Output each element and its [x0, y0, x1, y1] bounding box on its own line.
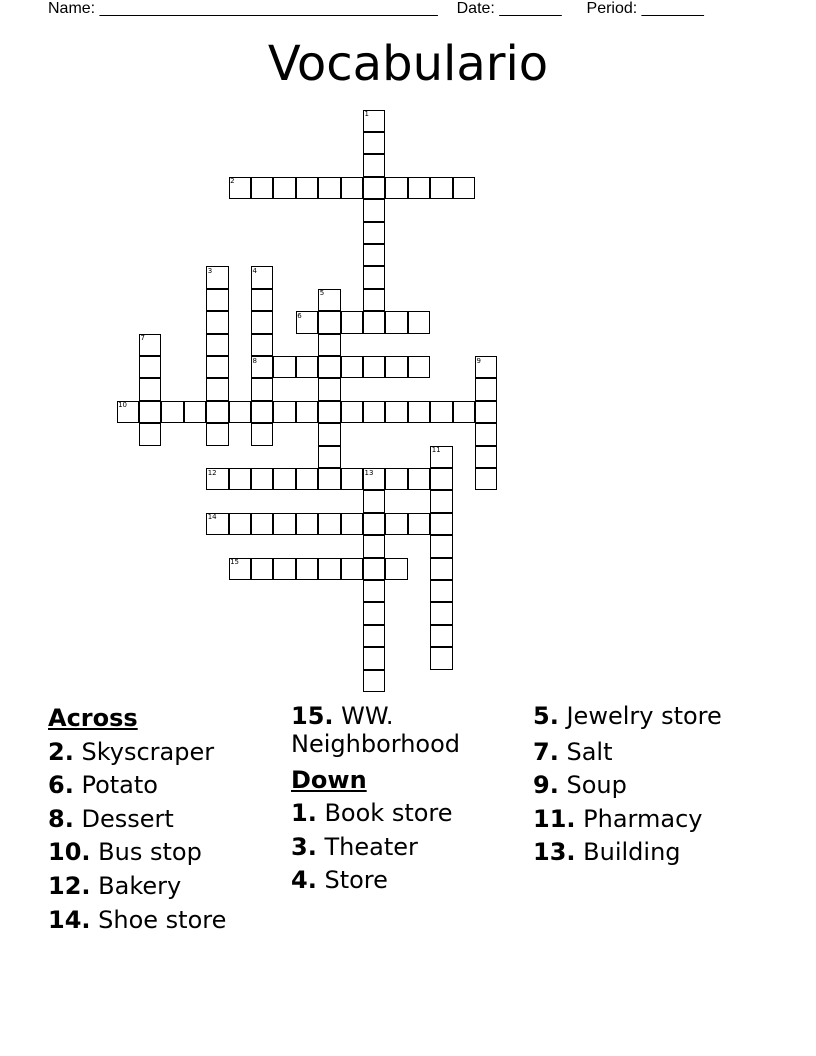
cell-number: 12 — [207, 468, 217, 477]
crossword-cell[interactable] — [385, 356, 407, 378]
cell-number: 4 — [252, 266, 257, 275]
cell-number: 6 — [297, 311, 302, 320]
crossword-cell[interactable] — [206, 378, 228, 400]
crossword-cell[interactable] — [318, 356, 340, 378]
crossword-cell[interactable] — [363, 490, 385, 512]
crossword-cell[interactable] — [139, 356, 161, 378]
crossword-cell[interactable] — [363, 311, 385, 333]
cell-number: 2 — [230, 177, 235, 186]
cell-number: 7 — [140, 334, 145, 343]
cell-number: 15 — [230, 558, 240, 567]
crossword-cell[interactable] — [363, 266, 385, 288]
clue-down-4: 4. Store — [291, 866, 388, 895]
crossword-cell[interactable] — [453, 177, 475, 199]
crossword-cell[interactable] — [229, 513, 251, 535]
name-field[interactable]: Name: ______________________________________ — [48, 0, 438, 17]
crossword-cell[interactable] — [363, 356, 385, 378]
crossword-cell[interactable] — [318, 401, 340, 423]
clue-down-13: 13. Building — [533, 838, 681, 867]
crossword-cell[interactable] — [363, 289, 385, 311]
clue-across-2: 2. Skyscraper — [48, 737, 215, 766]
crossword-cell[interactable] — [363, 670, 385, 692]
clue-down-1: 1. Book store — [291, 799, 453, 828]
crossword-cell[interactable] — [273, 513, 295, 535]
crossword-cell[interactable] — [251, 401, 273, 423]
crossword-cell[interactable] — [385, 177, 407, 199]
clue-down-5: 5. Jewelry store — [533, 702, 722, 730]
crossword-cell[interactable] — [453, 401, 475, 423]
crossword-cell[interactable] — [161, 401, 183, 423]
crossword-cell[interactable] — [251, 468, 273, 490]
crossword-cell[interactable] — [273, 468, 295, 490]
cell-number: 13 — [364, 468, 374, 477]
crossword-cell[interactable] — [341, 356, 363, 378]
crossword-cell[interactable] — [251, 558, 273, 580]
crossword-cell[interactable] — [273, 558, 295, 580]
clue-down-9: 9. Soup — [533, 771, 627, 800]
crossword-cell[interactable] — [363, 625, 385, 647]
crossword-cell[interactable] — [430, 177, 452, 199]
crossword-cell[interactable] — [251, 311, 273, 333]
crossword-cell[interactable] — [296, 177, 318, 199]
crossword-cell[interactable] — [408, 311, 430, 333]
cell-number: 1 — [364, 110, 369, 119]
clue-across-8: 8. Dessert — [48, 804, 174, 833]
crossword-cell[interactable] — [229, 401, 251, 423]
clue-down-3: 3. Theater — [291, 832, 418, 861]
crossword-cell[interactable] — [273, 356, 295, 378]
crossword-cell[interactable] — [296, 513, 318, 535]
clues-column-1 — [48, 702, 288, 937]
crossword-cell[interactable] — [363, 602, 385, 624]
crossword-cell[interactable] — [430, 401, 452, 423]
crossword-cell[interactable] — [184, 401, 206, 423]
crossword-cell[interactable] — [385, 513, 407, 535]
crossword-cell[interactable] — [363, 647, 385, 669]
crossword-cell[interactable] — [251, 423, 273, 445]
crossword-cell[interactable] — [318, 177, 340, 199]
crossword-cell[interactable] — [318, 378, 340, 400]
crossword-cell[interactable] — [318, 423, 340, 445]
crossword-cell[interactable] — [341, 311, 363, 333]
crossword-cell[interactable] — [363, 244, 385, 266]
crossword-cell[interactable] — [206, 356, 228, 378]
crossword-cell[interactable] — [363, 401, 385, 423]
crossword-cell[interactable] — [408, 513, 430, 535]
crossword-cell[interactable] — [318, 558, 340, 580]
clue-down-11: 11. Pharmacy — [533, 804, 703, 833]
crossword-cell[interactable] — [385, 311, 407, 333]
crossword-cell[interactable] — [363, 580, 385, 602]
crossword-cell[interactable] — [273, 177, 295, 199]
crossword-cell[interactable] — [251, 177, 273, 199]
page-title: Vocabulario — [267, 36, 549, 92]
crossword-cell[interactable] — [251, 378, 273, 400]
crossword-cell[interactable] — [430, 602, 452, 624]
clue-across-15: 15. WW. Neighborhood — [291, 702, 461, 758]
crossword-cell[interactable] — [341, 401, 363, 423]
crossword-cell[interactable] — [430, 468, 452, 490]
crossword-cell[interactable] — [408, 177, 430, 199]
crossword-cell[interactable] — [318, 446, 340, 468]
crossword-cell[interactable] — [430, 490, 452, 512]
crossword-cell[interactable] — [430, 535, 452, 557]
date-field[interactable]: Date: _______ — [456, 0, 562, 17]
crossword-cell[interactable] — [430, 513, 452, 535]
clues-column-2 — [291, 702, 531, 898]
cell-number: 9 — [476, 356, 481, 365]
crossword-cell[interactable] — [475, 378, 497, 400]
crossword-cell[interactable] — [385, 401, 407, 423]
crossword-cell[interactable] — [229, 468, 251, 490]
crossword-cell[interactable] — [296, 558, 318, 580]
cell-number: 8 — [252, 356, 257, 365]
crossword-cell[interactable] — [385, 468, 407, 490]
crossword-cell[interactable] — [273, 401, 295, 423]
clue-across-6: 6. Potato — [48, 771, 158, 800]
crossword-cell[interactable] — [363, 132, 385, 154]
crossword-cell[interactable] — [363, 177, 385, 199]
crossword-cell[interactable] — [296, 468, 318, 490]
cell-number: 10 — [118, 401, 128, 410]
crossword-cell[interactable] — [430, 647, 452, 669]
crossword-cell[interactable] — [251, 334, 273, 356]
period-field[interactable]: Period: _______ — [586, 0, 704, 17]
crossword-cell[interactable] — [206, 311, 228, 333]
cell-number: 14 — [207, 513, 217, 522]
crossword-cell[interactable] — [318, 513, 340, 535]
crossword-cell[interactable] — [206, 334, 228, 356]
crossword-cell[interactable] — [430, 580, 452, 602]
crossword-cell[interactable] — [206, 289, 228, 311]
crossword-cell[interactable] — [430, 625, 452, 647]
crossword-cell[interactable] — [341, 513, 363, 535]
cell-number: 5 — [319, 289, 325, 298]
clue-across-12: 12. Bakery — [48, 871, 182, 900]
crossword-cell[interactable] — [363, 199, 385, 221]
down-heading: Down — [291, 765, 367, 794]
crossword-cell[interactable] — [363, 222, 385, 244]
crossword-cell[interactable] — [475, 446, 497, 468]
crossword-cell[interactable] — [408, 468, 430, 490]
crossword-cell[interactable] — [341, 468, 363, 490]
crossword-cell[interactable] — [363, 558, 385, 580]
crossword-cell[interactable] — [206, 423, 228, 445]
crossword-cell[interactable] — [408, 401, 430, 423]
clue-across-14: 14. Shoe store — [48, 905, 227, 934]
crossword-cell[interactable] — [318, 334, 340, 356]
crossword-cell[interactable] — [251, 289, 273, 311]
across-heading: Across — [48, 704, 138, 732]
crossword-cell[interactable] — [385, 558, 407, 580]
crossword-cell[interactable] — [475, 423, 497, 445]
crossword-cell[interactable] — [139, 423, 161, 445]
crossword-cell[interactable] — [475, 401, 497, 423]
crossword-cell[interactable] — [139, 378, 161, 400]
cell-number: 3 — [207, 266, 213, 275]
crossword-cell[interactable] — [341, 177, 363, 199]
clue-down-7: 7. Salt — [533, 737, 613, 766]
crossword-cell[interactable] — [139, 401, 161, 423]
crossword-cell[interactable] — [363, 535, 385, 557]
crossword-cell[interactable] — [206, 401, 228, 423]
crossword-cell[interactable] — [408, 356, 430, 378]
crossword-cell[interactable] — [341, 558, 363, 580]
clue-across-10: 10. Bus stop — [48, 838, 202, 867]
crossword-cell[interactable] — [363, 513, 385, 535]
crossword-cell[interactable] — [296, 356, 318, 378]
cell-number: 11 — [431, 446, 441, 455]
clues-column-3 — [533, 702, 773, 870]
crossword-cell[interactable] — [251, 513, 273, 535]
crossword-cell[interactable] — [318, 468, 340, 490]
crossword-cell[interactable] — [363, 154, 385, 176]
crossword-cell[interactable] — [430, 558, 452, 580]
crossword-cell[interactable] — [475, 468, 497, 490]
crossword-cell[interactable] — [296, 401, 318, 423]
crossword-cell[interactable] — [318, 311, 340, 333]
